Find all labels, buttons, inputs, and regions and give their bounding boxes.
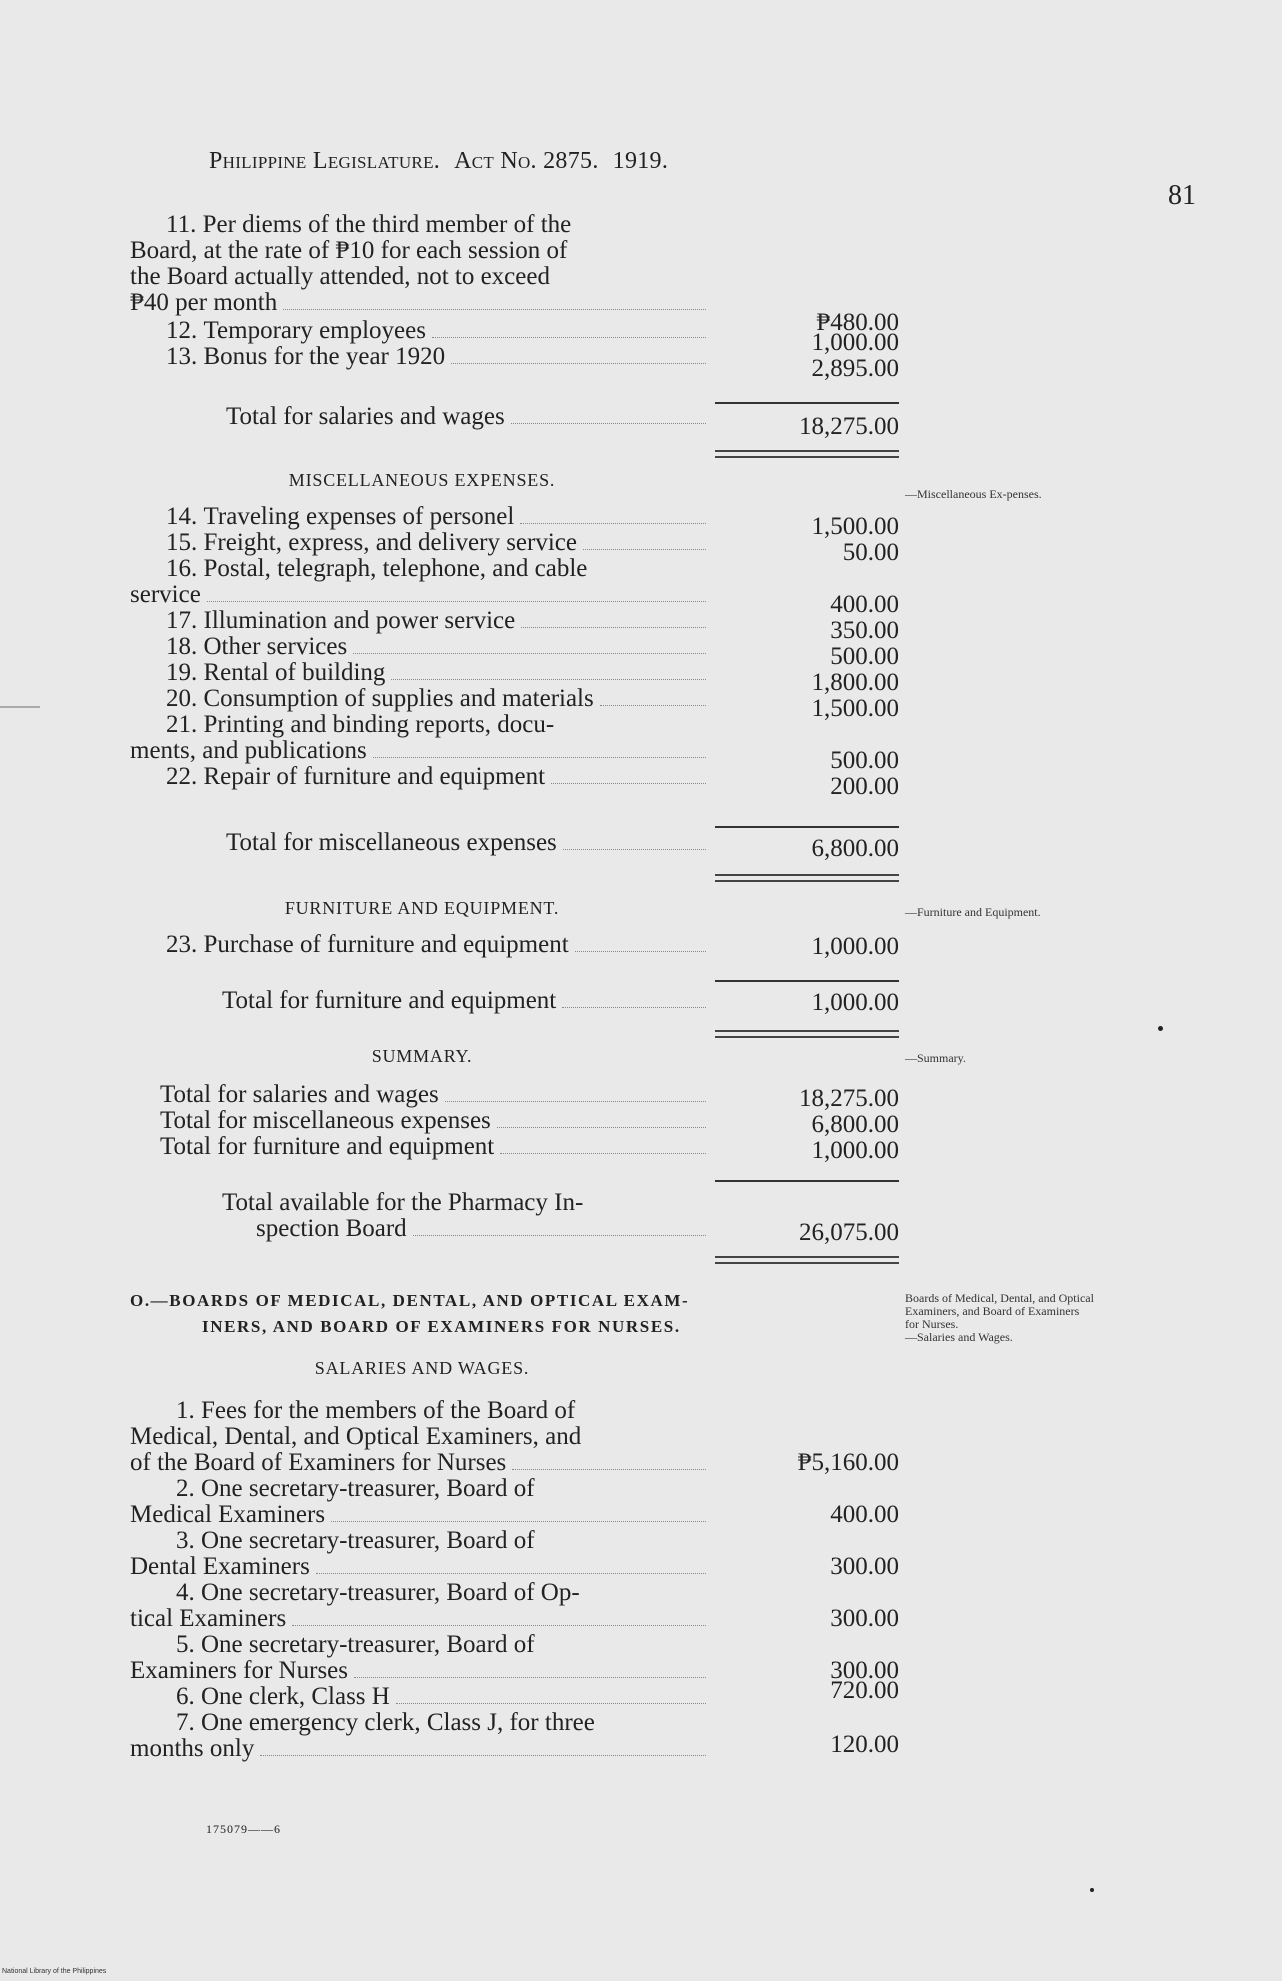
page-number: 81: [1168, 180, 1196, 211]
sum-rule: [715, 980, 899, 982]
sum-rule: [715, 1180, 899, 1182]
sum-rule: [715, 402, 899, 404]
amount: 2,895.00: [811, 355, 899, 382]
amount: 18,275.00: [799, 413, 899, 440]
running-header: [209, 148, 668, 175]
summary-margin-note: —Summary.: [905, 1051, 966, 1065]
summary-rows: Total for salaries and wages 18,275.00 Total for miscellaneous expenses 6,800.00 Total for furniture and equipment 1,000.00: [160, 1081, 899, 1164]
misc-margin-note: —Miscellaneous Ex-penses.: [905, 487, 1042, 501]
double-rule: [715, 1256, 899, 1264]
amount: ₱480.00: [816, 309, 899, 336]
boards-items: 1. Fees for the members of the Board of Medical, Dental, and Optical Examiners, and of the Board of Examiners for Nurses ₱5,160.00 2. One secretary-treasurer, Board of Medical Examiners 400.00 3. One secretary-treasurer, Board of Dental Examiners 300.00 4. One secretary-treasurer, Board of Op- tical Examiners 300.00 5. One secretary-treasurer, Board of Examiners for Nurses 300.00 6. One clerk, Class H 720.00 7. One emergency clerk, Class J, for three months only 120.00: [130, 1397, 899, 1762]
furniture-heading: FURNITURE AND EQUIPMENT.: [284, 898, 560, 918]
total-salaries-row: Total for salaries and wages 18,275.00: [226, 403, 899, 440]
printer-code: 175079——6: [206, 1822, 281, 1836]
line-item: 11. Per diems of the third member of the Board, at the rate of ₱10 for each session of the Board actually attended, not to exceed ₱40 per month ₱480.00: [130, 211, 899, 336]
grand-total-row: Total available for the Pharmacy In- spection Board 26,075.00: [222, 1189, 899, 1246]
amount: 1,000.00: [811, 329, 899, 356]
boards-margin-note: Boards of Medical, Dental, and Optical Examiners, and Board of Examiners for Nurses. —Salaries and Wages.: [905, 1291, 1094, 1344]
speck: [1090, 1888, 1094, 1892]
header-legislature: Philippine Legislature.: [209, 148, 441, 174]
boards-heading: O.—BOARDS OF MEDICAL, DENTAL, AND OPTICAL EXAM- INERS, AND BOARD OF EXAMINERS FOR NURSES.: [130, 1291, 690, 1336]
double-rule: [715, 450, 899, 458]
double-rule: [715, 1030, 899, 1038]
furniture-item: 23. Purchase of furniture and equipment 1,000.00: [166, 931, 899, 960]
salaries-continued: [130, 211, 899, 382]
header-year: 1919.: [612, 148, 669, 174]
sum-rule: [715, 826, 899, 828]
boards-subheading: SALARIES AND WAGES.: [314, 1358, 530, 1378]
amount: 6,800.00: [811, 835, 899, 862]
amount: 1,000.00: [811, 989, 899, 1016]
header-act: Act No. 2875.: [454, 148, 599, 174]
scan-edge-mark: [0, 706, 40, 708]
total-misc-row: Total for miscellaneous expenses 6,800.00: [226, 829, 899, 862]
line-item: 12. Temporary employees 1,000.00: [166, 317, 899, 356]
misc-items: 14. Traveling expenses of personel 1,500.00 15. Freight, express, and delivery service 50.00 16. Postal, telegraph, telephone, and cable service 400.00 17. Illumination and power service 350.00 18. Other services 500.00 19. Rental of building 1,800.00 20. Consumption of supplies and materials 1,500.00 21. Printing and binding reports, docu- ments, and publications 500.00 22. Repair of furniture and equipment 200.00: [130, 503, 899, 800]
total-furniture-row: Total for furniture and equipment 1,000.00: [222, 987, 899, 1016]
scan-tag: National Library of the Philippines: [2, 1968, 107, 1975]
summary-heading: SUMMARY.: [371, 1046, 473, 1066]
speck: [1158, 1026, 1163, 1031]
misc-heading: MISCELLANEOUS EXPENSES.: [288, 470, 556, 490]
line-item: 13. Bonus for the year 1920 2,895.00: [166, 343, 899, 382]
double-rule: [715, 874, 899, 882]
amount: 26,075.00: [799, 1219, 899, 1246]
furniture-margin-note: —Furniture and Equipment.: [905, 905, 1041, 919]
